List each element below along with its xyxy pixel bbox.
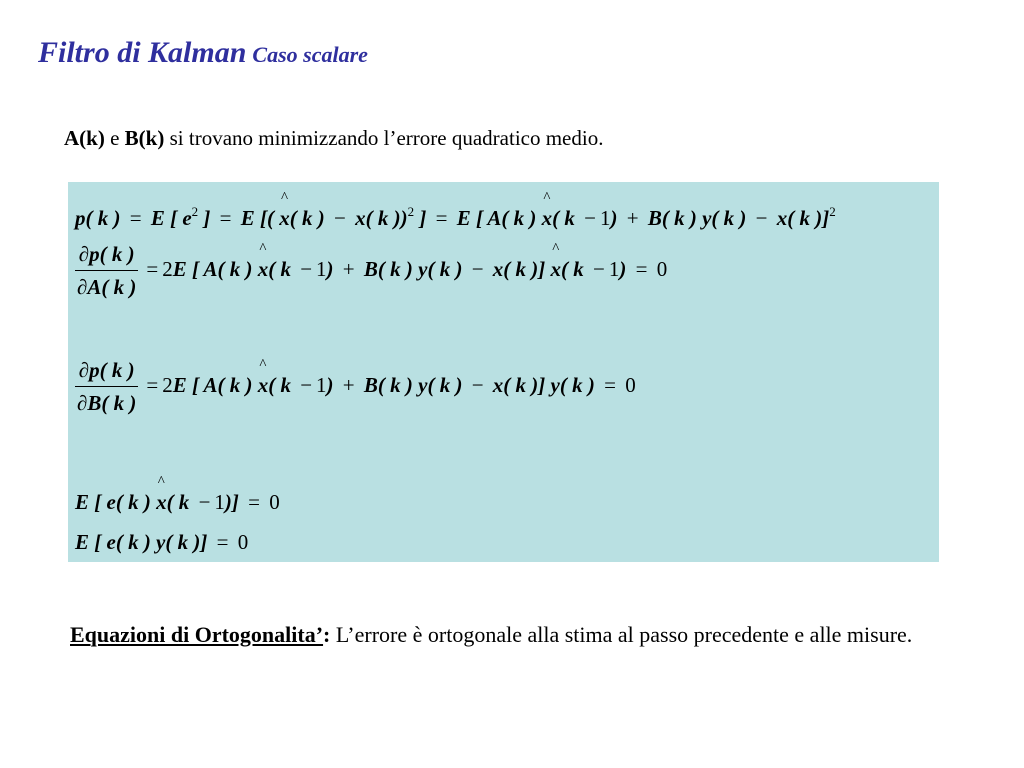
intro-a: A(k): [64, 126, 105, 150]
equation-orthogonality-estimate: E [ e( k ) ^ x( k − 1)] = 0: [75, 492, 280, 513]
orthogonality-note: [70, 618, 953, 652]
intro-rest: si trovano minimizzando l’errore quadratico medio.: [164, 126, 604, 150]
fraction-dp-da: $\frac{\partial p( k )}{\partial A( k )}$: [77, 242, 137, 299]
equation-orthogonality-measure: E [ e( k ) y( k )] = 0: [75, 530, 249, 554]
title-main: Filtro di Kalman: [38, 36, 247, 69]
orthogonality-colon: :: [323, 622, 331, 647]
intro-sentence: [64, 126, 603, 151]
equation-derivative-b: $\frac{\partial p( k )}{\partial B( k )}$ = 2E [ A( k ) ^ x( k − 1) + B( k ) y( k ) − x( k )] y( k ) = 0: [75, 360, 636, 414]
fraction-dp-db: $\frac{\partial p( k )}{\partial B( k )}$: [77, 358, 137, 415]
intro-b: B(k): [124, 126, 165, 150]
equation-derivative-a: $\frac{\partial p( k )}{\partial A( k )}$ = 2E [ A( k ) ^ x( k − 1) + B( k ) y( k ) − x( k )] ^ x( k − 1) = 0: [75, 244, 667, 298]
title-sub: Caso scalare: [252, 42, 368, 67]
orthogonality-text: L’errore è ortogonale alla stima al passo precedente e alle misure.: [330, 622, 913, 647]
equation-box: [68, 182, 939, 562]
equation-mse: p( k ) = E [ $e^2$ ] = E [( ^ x( k ) − x( k ))$^2$ ] = E [ A( k ) ^ x( k − 1) + B( k ) y( k ) − x( k )]$^2$: [75, 205, 836, 229]
orthogonality-label: Equazioni di Ortogonalita’: [70, 622, 324, 647]
slide-title: [38, 36, 368, 70]
intro-and: e: [104, 126, 125, 150]
